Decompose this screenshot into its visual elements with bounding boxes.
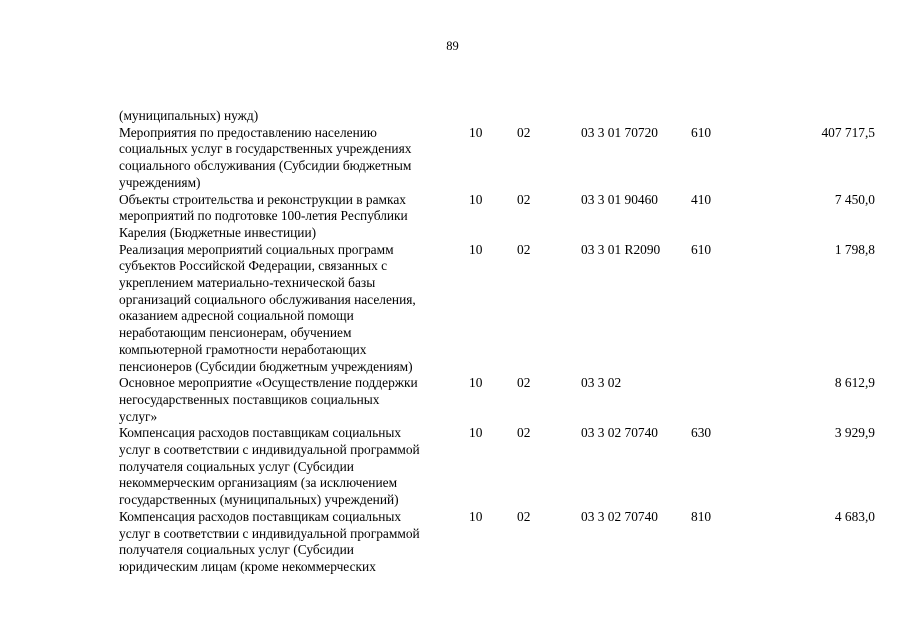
row-amount: 3 929,9 xyxy=(834,425,875,441)
row-expense-type: 810 xyxy=(691,508,712,524)
row-name: Мероприятия по предоставлению населению социальных услуг в государственных учреждениях социального обслуживания (Субсидии бюджетным учреждениям) xyxy=(119,124,412,190)
row-target-article: 03 3 01 90460 xyxy=(581,191,658,207)
row-name: Компенсация расходов поставщикам социальных услуг в соответствии с индивидуальной программой получателя социальных услуг (Субсидии некоммерческим организациям (за исключением государственных (муниципальных) учреждений) xyxy=(119,425,420,508)
row-amount: 7 450,0 xyxy=(834,191,875,207)
row-name: Реализация мероприятий социальных программ субъектов Российской Федерации, связанных с укреплением материально-технической базы организаций социального обслуживания населения, оказанием адресной социальной помощи неработающим пенсионерам, обучением компьютерной грамотности неработающих пенсионеров (Субсидии бюджетным учреждениям) xyxy=(119,241,416,374)
table-row xyxy=(119,125,875,192)
row-subsection: 02 xyxy=(517,425,531,441)
row-name: Компенсация расходов поставщикам социальных услуг в соответствии с индивидуальной программой получателя социальных услуг (Субсидии юридическим лицам (кроме некоммерческих xyxy=(119,508,420,574)
row-target-article: 03 3 02 xyxy=(581,375,622,391)
row-section: 10 xyxy=(469,508,483,524)
row-expense-type: 610 xyxy=(691,124,712,140)
row-target-article: 03 3 02 70740 xyxy=(581,425,658,441)
row-section: 10 xyxy=(469,375,483,391)
row-target-article: 03 3 01 R2090 xyxy=(581,241,661,257)
row-subsection: 02 xyxy=(517,124,531,140)
row-amount: 1 798,8 xyxy=(834,241,875,257)
row-amount: 407 717,5 xyxy=(821,124,875,140)
row-section: 10 xyxy=(469,124,483,140)
row-name: Основное мероприятие «Осуществление поддержки негосударственных поставщиков социальных услуг» xyxy=(119,375,418,424)
row-amount: 4 683,0 xyxy=(834,508,875,524)
row-section: 10 xyxy=(469,425,483,441)
row-name: (муниципальных) нужд) xyxy=(119,108,259,123)
row-section: 10 xyxy=(469,241,483,257)
budget-table xyxy=(119,108,875,576)
row-target-article: 03 3 02 70740 xyxy=(581,508,658,524)
page-number: 89 xyxy=(446,39,459,53)
row-expense-type: 610 xyxy=(691,241,712,257)
table-row xyxy=(119,242,875,376)
row-section: 10 xyxy=(469,191,483,207)
row-subsection: 02 xyxy=(517,375,531,391)
row-expense-type: 410 xyxy=(691,191,712,207)
row-name: Объекты строительства и реконструкции в рамках мероприятий по подготовке 100-летия Республики Карелия (Бюджетные инвестиции) xyxy=(119,191,408,240)
table-row xyxy=(119,108,875,125)
table-row xyxy=(119,192,875,242)
table-row xyxy=(119,509,875,576)
row-expense-type: 630 xyxy=(691,425,712,441)
row-subsection: 02 xyxy=(517,508,531,524)
table-row xyxy=(119,425,875,509)
row-target-article: 03 3 01 70720 xyxy=(581,124,658,140)
row-subsection: 02 xyxy=(517,241,531,257)
row-subsection: 02 xyxy=(517,191,531,207)
row-amount: 8 612,9 xyxy=(834,375,875,391)
table-row xyxy=(119,375,875,425)
